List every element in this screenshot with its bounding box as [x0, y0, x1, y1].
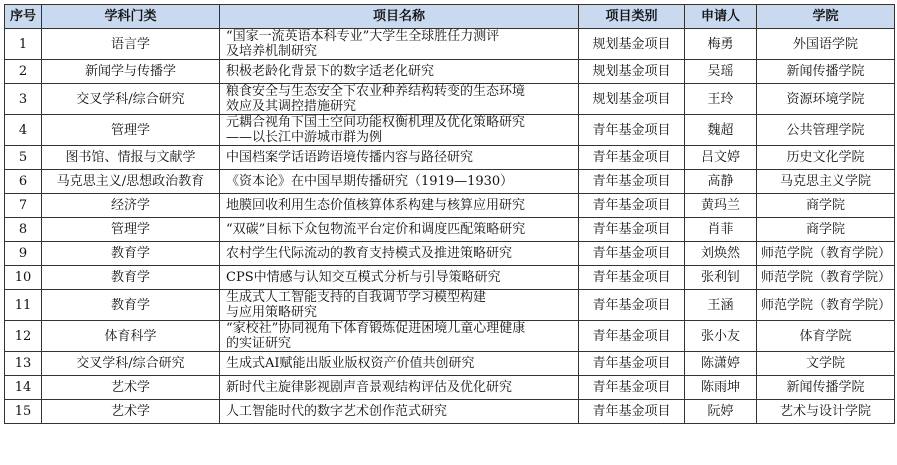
row-discipline: 管理学 [42, 115, 220, 146]
table-row [5, 84, 895, 115]
row-number: 4 [5, 115, 42, 146]
row-discipline: 新闻学与传播学 [42, 60, 220, 84]
table-row [5, 321, 895, 352]
row-discipline: 艺术学 [42, 400, 220, 424]
table-row [5, 29, 895, 60]
row-number: 11 [5, 290, 42, 321]
row-college: 艺术与设计学院 [757, 400, 895, 424]
row-applicant: 阮婷 [685, 400, 757, 424]
table-row [5, 266, 895, 290]
row-number: 8 [5, 218, 42, 242]
row-discipline: 语言学 [42, 29, 220, 60]
table-row [5, 352, 895, 376]
project-title-line: 生成式AI赋能出版业版权资产价值共创研究 [226, 356, 475, 371]
table-row [5, 242, 895, 266]
row-project-title [220, 242, 579, 266]
row-number: 13 [5, 352, 42, 376]
row-applicant: 黄玛兰 [685, 194, 757, 218]
row-number: 6 [5, 170, 42, 194]
row-applicant: 刘焕然 [685, 242, 757, 266]
row-college: 新闻传播学院 [757, 376, 895, 400]
row-applicant: 高静 [685, 170, 757, 194]
header-discipline: 学科门类 [42, 5, 220, 29]
table-row [5, 376, 895, 400]
table-row [5, 115, 895, 146]
row-college: 新闻传播学院 [757, 60, 895, 84]
row-college: 马克思主义学院 [757, 170, 895, 194]
table-container [4, 4, 895, 424]
row-applicant: 王涵 [685, 290, 757, 321]
header-college: 学院 [757, 5, 895, 29]
row-college: 师范学院（教育学院） [757, 290, 895, 321]
project-title-line: 新时代主旋律影视剧声音景观结构评估及优化研究 [226, 380, 513, 395]
row-category: 青年基金项目 [579, 146, 685, 170]
row-applicant: 张小友 [685, 321, 757, 352]
row-category: 青年基金项目 [579, 400, 685, 424]
row-applicant: 张利钊 [685, 266, 757, 290]
row-college: 资源环境学院 [757, 84, 895, 115]
table-row [5, 170, 895, 194]
row-project-title [220, 84, 579, 115]
row-project-title [220, 352, 579, 376]
row-category: 青年基金项目 [579, 218, 685, 242]
row-applicant: 吴瑶 [685, 60, 757, 84]
row-college: 体育学院 [757, 321, 895, 352]
row-college: 商学院 [757, 218, 895, 242]
project-title-line: CPS中情感与认知交互模式分析与引导策略研究 [226, 270, 501, 285]
table-row [5, 218, 895, 242]
project-title-line: 农村学生代际流动的教育支持模式及推进策略研究 [226, 246, 513, 261]
row-category: 青年基金项目 [579, 194, 685, 218]
row-discipline: 教育学 [42, 266, 220, 290]
row-category: 规划基金项目 [579, 29, 685, 60]
row-project-title [220, 290, 579, 321]
row-applicant: 梅勇 [685, 29, 757, 60]
row-project-title [220, 146, 579, 170]
row-project-title [220, 170, 579, 194]
row-college: 师范学院（教育学院） [757, 266, 895, 290]
project-title-line: 人工智能时代的数字艺术创作范式研究 [226, 404, 448, 419]
row-category: 青年基金项目 [579, 352, 685, 376]
row-number: 14 [5, 376, 42, 400]
row-discipline: 艺术学 [42, 376, 220, 400]
row-category: 规划基金项目 [579, 60, 685, 84]
row-discipline: 图书馆、情报与文献学 [42, 146, 220, 170]
row-number: 2 [5, 60, 42, 84]
row-applicant: 肖菲 [685, 218, 757, 242]
header-category: 项目类别 [579, 5, 685, 29]
row-applicant: 陈潇婷 [685, 352, 757, 376]
row-number: 9 [5, 242, 42, 266]
project-title-line: 粮食安全与生态安全下农业种养结构转变的生态环境 [226, 84, 526, 99]
project-title-line: 《资本论》在中国早期传播研究（1919—1930） [226, 174, 514, 189]
row-number: 5 [5, 146, 42, 170]
row-number: 7 [5, 194, 42, 218]
table-row [5, 194, 895, 218]
row-number: 3 [5, 84, 42, 115]
row-category: 青年基金项目 [579, 376, 685, 400]
row-discipline: 教育学 [42, 242, 220, 266]
table-row [5, 290, 895, 321]
row-project-title [220, 60, 579, 84]
row-category: 青年基金项目 [579, 266, 685, 290]
row-college: 师范学院（教育学院） [757, 242, 895, 266]
header-project-title: 项目名称 [220, 5, 579, 29]
row-discipline: 交叉学科/综合研究 [42, 84, 220, 115]
table-body [5, 29, 895, 424]
table-row [5, 400, 895, 424]
row-category: 青年基金项目 [579, 170, 685, 194]
row-college: 文学院 [757, 352, 895, 376]
row-applicant: 王玲 [685, 84, 757, 115]
table-header-row [5, 5, 895, 29]
row-discipline: 管理学 [42, 218, 220, 242]
row-college: 商学院 [757, 194, 895, 218]
project-title-line: 中国档案学话语跨语境传播内容与路径研究 [226, 150, 474, 165]
project-title-line: 的实证研究 [226, 336, 292, 351]
row-discipline: 体育科学 [42, 321, 220, 352]
row-project-title [220, 218, 579, 242]
project-title-line: 效应及其调控措施研究 [226, 99, 357, 114]
row-category: 规划基金项目 [579, 84, 685, 115]
row-discipline: 教育学 [42, 290, 220, 321]
project-title-line: ——以长江中游城市群为例 [226, 130, 383, 145]
project-title-line: 及培养机制研究 [226, 44, 318, 59]
row-number: 1 [5, 29, 42, 60]
row-category: 青年基金项目 [579, 321, 685, 352]
project-title-line: “家校社”协同视角下体育锻炼促进困境儿童心理健康 [226, 321, 526, 336]
row-applicant: 魏超 [685, 115, 757, 146]
project-title-line: 地膜回收利用生态价值核算体系构建与核算应用研究 [226, 198, 526, 213]
row-category: 青年基金项目 [579, 290, 685, 321]
row-project-title [220, 115, 579, 146]
row-category: 青年基金项目 [579, 115, 685, 146]
row-project-title [220, 194, 579, 218]
row-applicant: 陈雨坤 [685, 376, 757, 400]
table-row [5, 60, 895, 84]
project-title-line: 积极老龄化背景下的数字适老化研究 [226, 64, 435, 79]
row-college: 公共管理学院 [757, 115, 895, 146]
header-applicant: 申请人 [685, 5, 757, 29]
row-discipline: 马克思主义/思想政治教育 [42, 170, 220, 194]
row-category: 青年基金项目 [579, 242, 685, 266]
project-table [4, 4, 895, 424]
header-no: 序号 [5, 5, 42, 29]
row-number: 15 [5, 400, 42, 424]
project-title-line: 生成式人工智能支持的自我调节学习模型构建 [226, 290, 487, 305]
row-applicant: 吕文婷 [685, 146, 757, 170]
row-project-title [220, 376, 579, 400]
row-number: 12 [5, 321, 42, 352]
row-discipline: 交叉学科/综合研究 [42, 352, 220, 376]
project-title-line: “国家一流英语本科专业”大学生全球胜任力测评 [226, 29, 500, 44]
row-project-title [220, 266, 579, 290]
project-title-line: 元耦合视角下国土空间功能权衡机理及优化策略研究 [226, 115, 526, 130]
row-discipline: 经济学 [42, 194, 220, 218]
project-title-line: “双碳”目标下众包物流平台定价和调度匹配策略研究 [226, 222, 526, 237]
row-number: 10 [5, 266, 42, 290]
row-college: 外国语学院 [757, 29, 895, 60]
row-project-title [220, 400, 579, 424]
row-project-title [220, 321, 579, 352]
row-project-title [220, 29, 579, 60]
row-college: 历史文化学院 [757, 146, 895, 170]
project-title-line: 与应用策略研究 [226, 305, 318, 320]
table-row [5, 146, 895, 170]
